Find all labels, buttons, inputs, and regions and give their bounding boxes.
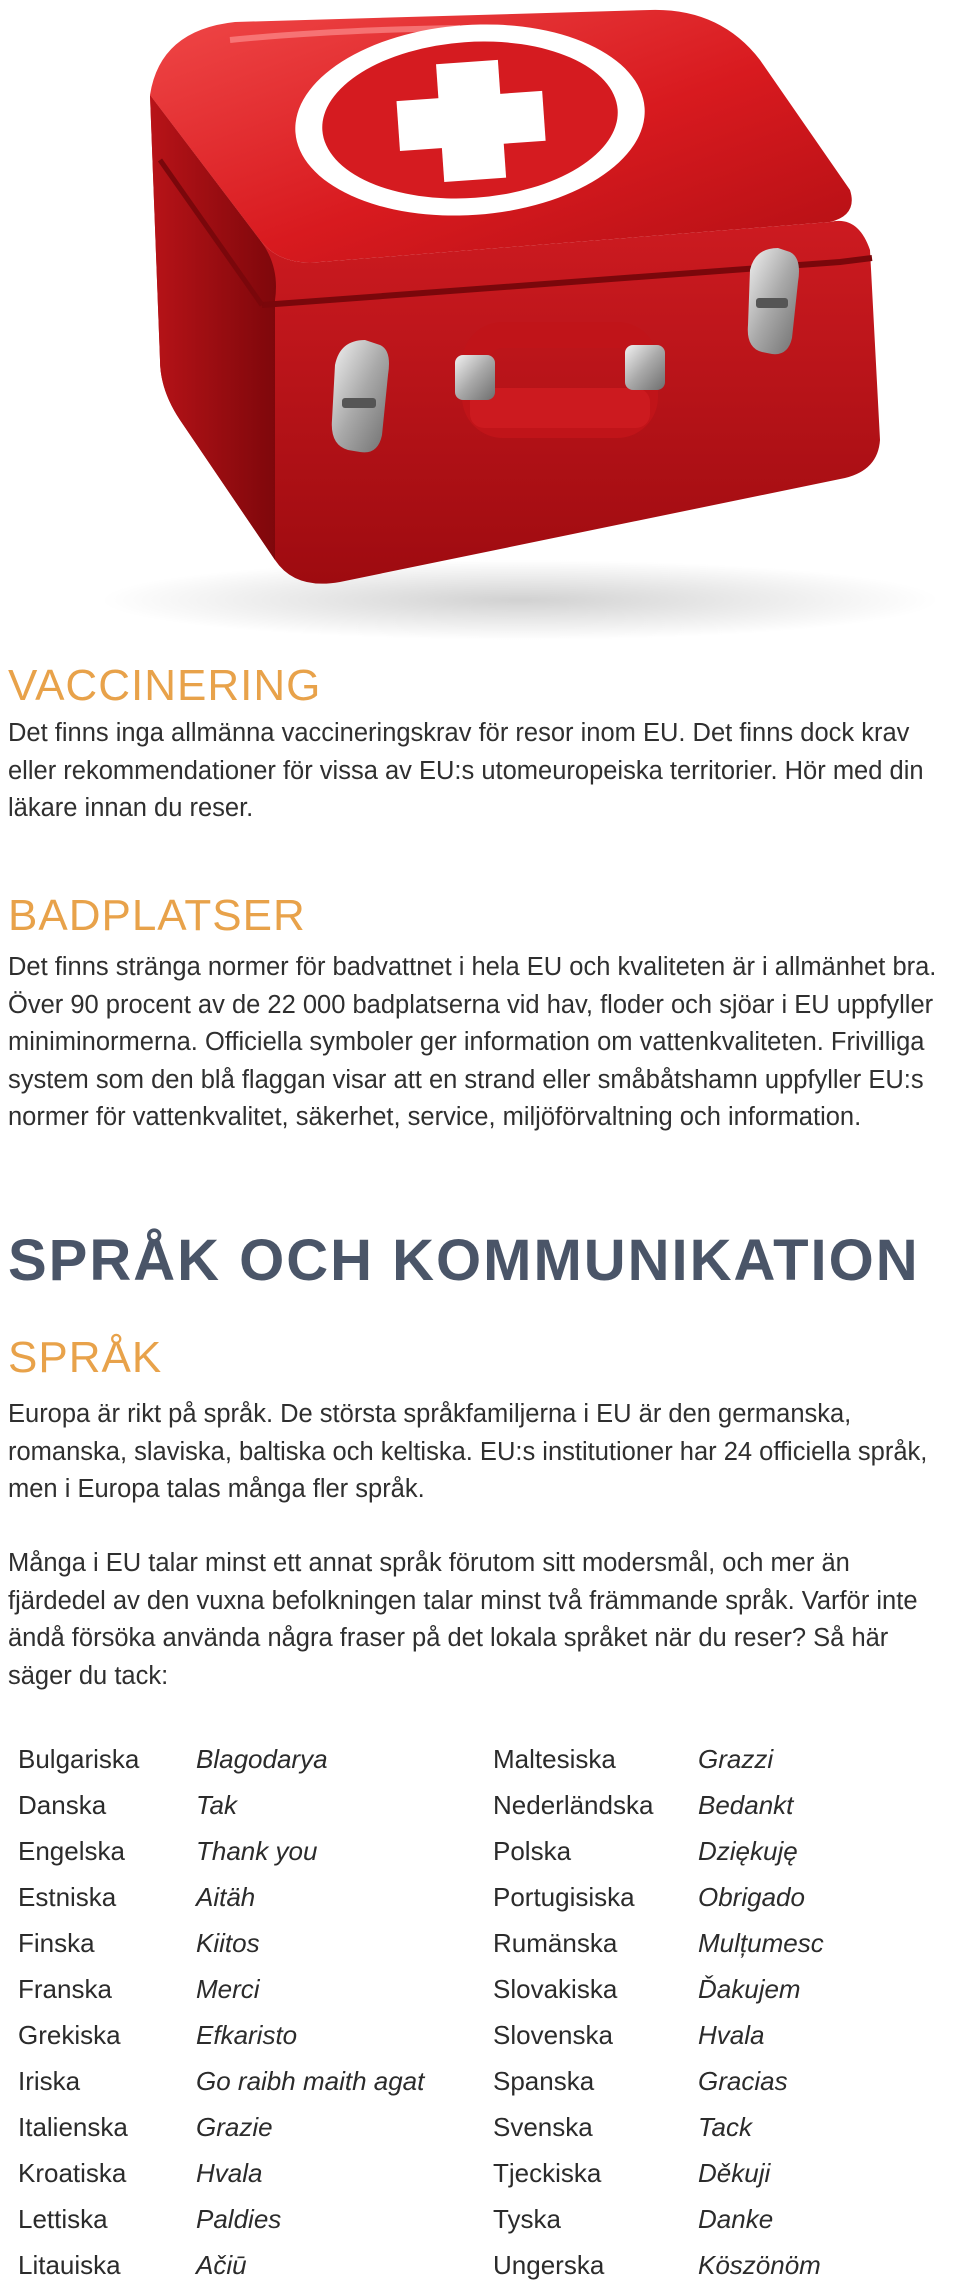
section-title-sprak: SPRÅK [8,1333,163,1382]
thank-you-word: Gracias [698,2066,788,2096]
table-row [18,1920,938,1966]
thank-you-word: Merci [196,1974,260,2004]
section-title-vaccinering: VACCINERING [8,661,322,710]
thank-you-word: Ďakujem [698,1974,801,2004]
language-name: Franska [18,1974,112,2004]
thank-you-word: Grazie [196,2112,273,2142]
language-name: Kroatiska [18,2158,127,2188]
language-name: Slovakiska [493,1974,618,2004]
language-name: Svenska [493,2112,593,2142]
language-name: Polska [493,1836,572,1866]
thank-you-word: Blagodarya [196,1744,328,1774]
chapter-title-sprak-kommunikation: SPRÅK OCH KOMMUNIKATION [8,1228,920,1293]
paragraph-vaccinering: Det finns inga allmänna vaccineringskrav för resor inom EU. Det finns dock krav eller rekommendationer för vissa av EU:s utomeuropeiska territorier. Hör med din läkare innan du reser. [8,719,924,822]
table-row [18,2242,938,2288]
language-name: Lettiska [18,2204,108,2234]
thank-you-word: Mulțumesc [698,1928,824,1958]
language-name: Grekiska [18,2020,121,2050]
language-name: Finska [18,1928,95,1958]
language-name: Bulgariska [18,1744,140,1774]
language-name: Spanska [493,2066,595,2096]
language-name: Danska [18,1790,107,1820]
first-aid-kit-image [0,0,960,650]
thank-you-word: Danke [698,2204,774,2234]
language-name: Tyska [493,2204,561,2234]
language-name: Italienska [18,2112,128,2142]
language-name: Nederländska [493,1790,654,1820]
table-row [18,2058,938,2104]
thank-you-word: Aitäh [196,1882,256,1912]
language-name: Maltesiska [493,1744,616,1774]
language-name: Estniska [18,1882,117,1912]
thank-you-word: Dziękuję [698,1836,798,1866]
language-name: Iriska [18,2066,81,2096]
section-title-badplatser: BADPLATSER [8,891,306,940]
table-row [18,2196,938,2242]
thank-you-word: Paldies [196,2204,282,2234]
thank-you-word: Hvala [698,2020,765,2050]
language-name: Portugisiska [493,1882,635,1912]
thank-you-word: Thank you [196,1836,318,1866]
table-row [18,2012,938,2058]
thank-you-word: Kiitos [196,1928,260,1958]
thank-you-word: Köszönöm [698,2250,821,2280]
language-name: Litauiska [18,2250,121,2280]
thank-you-word: Tak [196,1790,237,1820]
language-name: Engelska [18,1836,125,1866]
table-row [18,1736,938,1782]
table-row [18,1828,938,1874]
thank-you-word: Hvala [196,2158,263,2188]
thank-you-word: Efkaristo [196,2020,298,2050]
thank-you-word: Tack [698,2112,752,2142]
table-row [18,1782,938,1828]
table-row [18,1966,938,2012]
paragraph-sprak-1: Europa är rikt på språk. De största språkfamiljerna i EU är den germanska, romanska, slaviska, baltiska och keltiska. EU:s institutioner har 24 officiella språk, men i Europa talas många fler språk. [8,1400,928,1503]
thank-you-language-table [18,1736,938,2288]
thank-you-word: Go raibh maith agat [196,2066,425,2096]
thank-you-word: Ačiū [196,2250,247,2280]
paragraph-sprak-2: Många i EU talar minst ett annat språk förutom sitt modersmål, och mer än fjärdedel av den vuxna befolkningen talar minst två främmande språk. Varför inte ändå försöka använda några fraser på det lokala språket när du reser? Så här säger du tack: [8,1549,918,1690]
language-name: Rumänska [493,1928,618,1958]
table-row [18,1874,938,1920]
language-name: Ungerska [493,2250,605,2280]
language-name: Tjeckiska [493,2158,602,2188]
thank-you-word: Obrigado [698,1882,805,1912]
language-name: Slovenska [493,2020,613,2050]
table-row [18,2150,938,2196]
thank-you-word: Bedankt [698,1790,794,1820]
table-row [18,2104,938,2150]
thank-you-word: Grazzi [698,1744,774,1774]
thank-you-word: Děkuji [698,2158,771,2188]
paragraph-badplatser: Det finns stränga normer för badvattnet i hela EU och kvaliteten är i allmänhet bra. Över 90 procent av de 22 000 badplatserna vid hav, floder och sjöar i EU uppfyller miniminormerna. Officiella symboler ger information om vattenkvaliteten. Frivilliga system som den blå flaggan visar att en strand eller småbåtshamn uppfyller EU:s normer för vattenkvalitet, säkerhet, service, miljöförvaltning och information. [8,953,937,1131]
